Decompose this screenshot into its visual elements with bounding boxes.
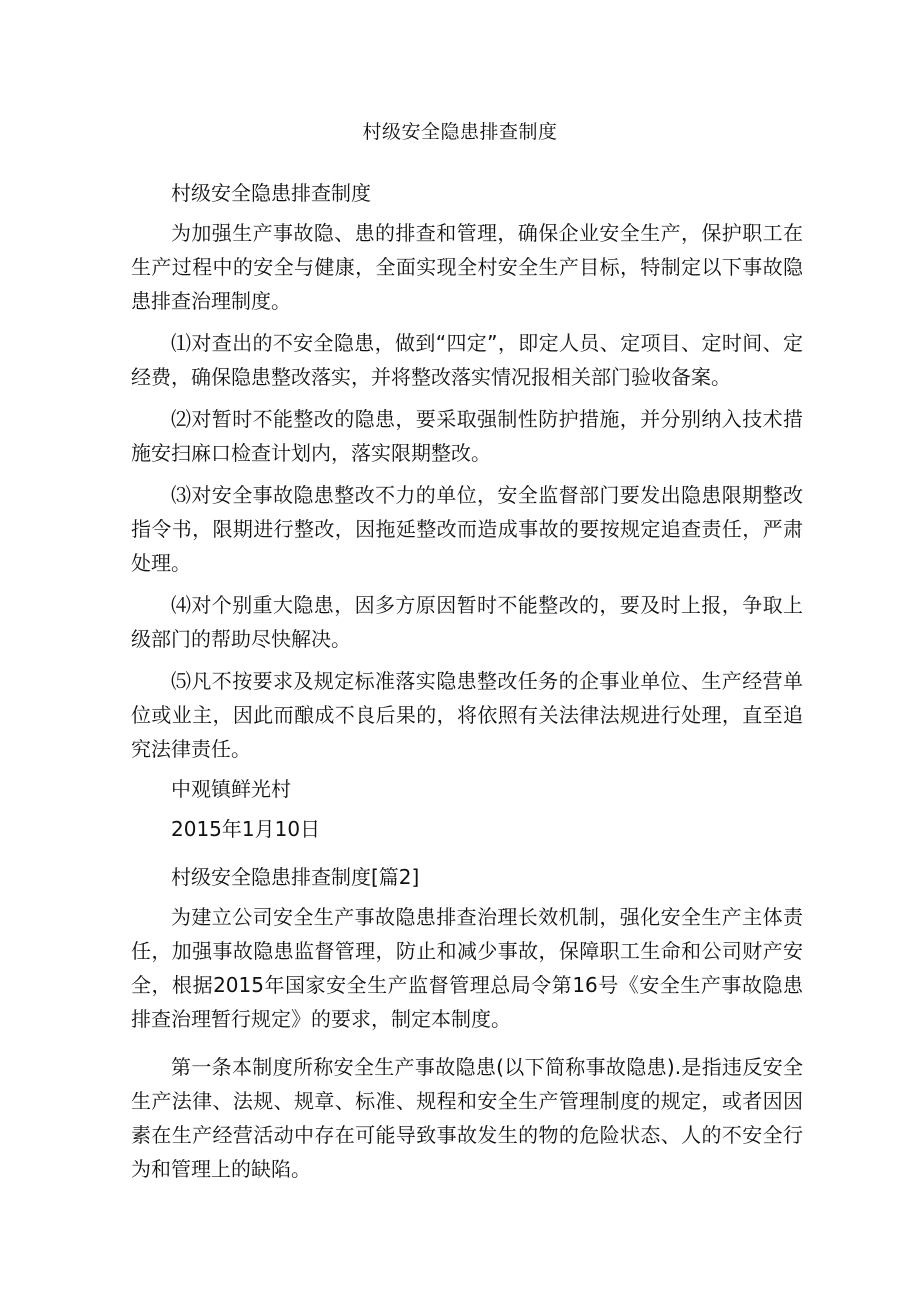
rule-item-2: ⑵对暂时不能整改的隐患，要采取强制性防护措施，并分别纳入技术措施安扫麻口检查计划内，落实限期整改。	[131, 407, 803, 465]
article-1-paragraph: 第一条本制度所称安全生产事故隐患(以下简称事故隐患).是指违反安全生产法律、法规、规章、标准、规程和安全生产管理制度的规定，或者因因素在生产经营活动中存在可能导致事故发生的物的危险状态、人的不安全行为和管理上的缺陷。	[131, 1055, 803, 1181]
section-heading: 村级安全隐患排查制度	[171, 181, 371, 205]
document-body	[131, 176, 803, 1186]
policy-intro-paragraph: 为建立公司安全生产事故隐患排查治理长效机制，强化安全生产主体责任，加强事故隐患监督管理，防止和减少事故，保障职工生命和公司财产安全，根据2015年国家安全生产监督管理总局令第16号《安全生产事故隐患排查治理暂行规定》的要求，制定本制度。	[131, 905, 803, 1031]
rule-item-4: ⑷对个别重大隐患，因多方原因暂时不能整改的，要及时上报，争取上级部门的帮助尽快解决。	[131, 593, 803, 651]
intro-paragraph: 为加强生产事故隐、患的排查和管理，确保企业安全生产，保护职工在生产过程中的安全与健康，全面实现全村安全生产目标，特制定以下事故隐患排查治理制度。	[131, 221, 803, 313]
section-heading-2: 村级安全隐患排查制度[篇2]	[171, 865, 420, 889]
signature-org: 中观镇鲜光村	[171, 777, 291, 801]
document-title: 村级安全隐患排查制度	[362, 121, 558, 143]
rule-item-1: ⑴对查出的不安全隐患，做到“四定”，即定人员、定项目、定时间、定经费，确保隐患整改落实，并将整改落实情况报相关部门验收备案。	[131, 331, 803, 389]
rule-item-3: ⑶对安全事故隐患整改不力的单位，安全监督部门要发出隐患限期整改指令书，限期进行整改，因拖延整改而造成事故的要按规定追查责任，严肃处理。	[131, 483, 803, 575]
rule-item-5: ⑸凡不按要求及规定标准落实隐患整改任务的企事业单位、生产经营单位或业主，因此而酿成不良后果的，将依照有关法律法规进行处理，直至追究法律责任。	[131, 669, 803, 761]
signature-date: 2015年1月10日	[171, 817, 321, 841]
